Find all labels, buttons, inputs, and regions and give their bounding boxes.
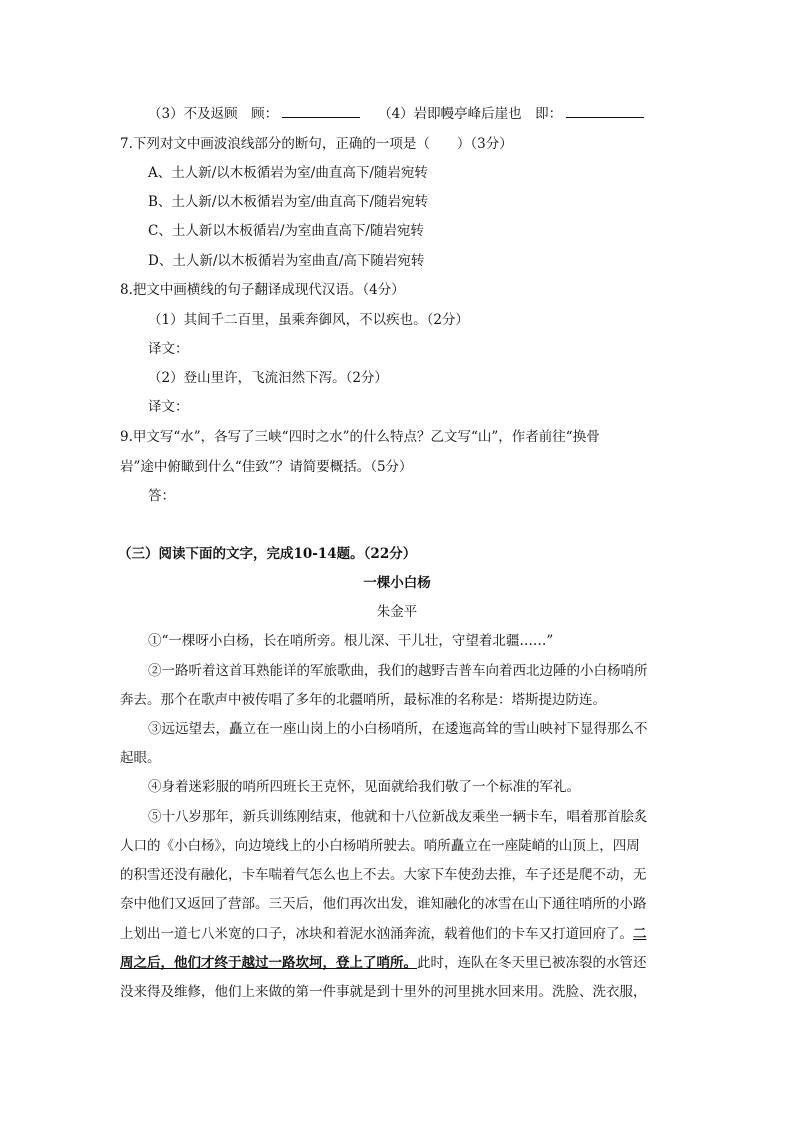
- q8-answer2-label: 译文：: [148, 399, 189, 415]
- q8-sub1: （1）其间千二百里，虽乘奔御风，不以疾也。（2分）: [148, 312, 469, 328]
- paragraph-2-line: 奔去。那个在歌声中被传唱了多年的北疆哨所，最标准的名称是：塔斯提边防连。: [120, 692, 606, 708]
- q7-option-a: A、土人新/以木板循岩为室/曲直高下/随岩宛转: [148, 165, 428, 181]
- article-title: 一棵小白杨: [363, 575, 431, 591]
- q7-option-c: C、土人新以木板循岩/为室曲直高下/随岩宛转: [148, 223, 424, 239]
- answer-blank[interactable]: [566, 104, 644, 118]
- underlined-sentence: 周之后，他们才终于越过一路坎坷，登上了哨所。: [120, 955, 417, 971]
- paragraph-3-line: 起眼。: [120, 750, 161, 766]
- paragraph-5-line: ⑤十八岁那年，新兵训练刚结束，他就和十八位新战友乘坐一辆卡车，唱着那首脍炙: [148, 809, 648, 825]
- article-author: 朱金平: [376, 604, 418, 620]
- paragraph-4: ④身着迷彩服的哨所四班长王克怀，见面就给我们敬了一个标准的军礼。: [148, 779, 580, 795]
- paragraph-3-line: ③远远望去，矗立在一座山岗上的小白杨哨所，在逶迤高耸的雪山映衬下显得那么不: [148, 721, 648, 737]
- q7-stem: 7.下列对文中画波浪线部分的断句，正确的一项是（ ）（3分）: [120, 136, 513, 152]
- paragraph-1: ①“一棵呀小白杨，长在哨所旁。根儿深、干儿壮，守望着北疆……”: [148, 633, 554, 649]
- q9-line1: 9.甲文写“水”，各写了三峡“四时之水”的什么特点？乙文写“山”，作者前往“换骨: [120, 429, 600, 445]
- paragraph-5-text: 上划出一道七八米宽的口子，冰块和着泥水汹涌奔流，载着他们的卡车又打道回府了。: [120, 926, 633, 942]
- paragraph-5-line: 没来得及维修，他们上来做的第一件事就是到十里外的河里挑水回来用。洗脸、洗衣服，: [120, 984, 647, 1000]
- paragraph-5-text: 此时，连队在冬天里已被冻裂的水管还: [417, 955, 647, 971]
- q9-answer-label: 答：: [148, 488, 175, 504]
- underlined-sentence-start: 二: [633, 926, 647, 942]
- q8-answer1-label: 译文：: [148, 341, 189, 357]
- section3-heading: （三）阅读下面的文字，完成10-14题。（22分）: [118, 546, 417, 562]
- paragraph-5-line: [120, 924, 647, 944]
- q7-option-d: D、土人新/以木板循岩为室曲直/高下随岩宛转: [148, 253, 425, 269]
- q8-stem: 8.把文中画横线的句子翻译成现代汉语。（4分）: [120, 282, 405, 298]
- paragraph-2-line: ②一路听着这首耳熟能详的军旅歌曲，我们的越野吉普车向着西北边陲的小白杨哨所: [148, 663, 648, 679]
- q7-option-b: B、土人新/以木板循岩为室/曲直高下/随岩宛转: [148, 194, 429, 210]
- paragraph-5-line: 奈中他们又返回了营部。三天后，他们再次出发，谁知融化的冰雪在山下通往哨所的小路: [120, 896, 647, 912]
- paragraph-5-line: [120, 953, 647, 973]
- q9-line2: 岩”途中俯瞰到什么“佳致”？请简要概括。（5分）: [120, 459, 413, 475]
- paragraph-5-line: 的积雪还没有融化，卡车喘着气怎么也上不去。大家下车使劲去推，车子还是爬不动，无: [120, 867, 647, 883]
- paragraph-5-line: 人口的《小白杨》，向边境线上的小白杨哨所驶去。哨所矗立在一座陡峭的山顶上，四周: [120, 838, 640, 854]
- q6-item4: （4）岩即幔亭峰后崖也 即：: [378, 106, 563, 122]
- q8-sub2: （2）登山里许，飞流汩然下泻。（2分）: [148, 370, 388, 386]
- q6-item3: （3）不及返顾 顾：: [148, 106, 279, 122]
- answer-blank[interactable]: [282, 104, 360, 118]
- q6-line: [148, 104, 648, 124]
